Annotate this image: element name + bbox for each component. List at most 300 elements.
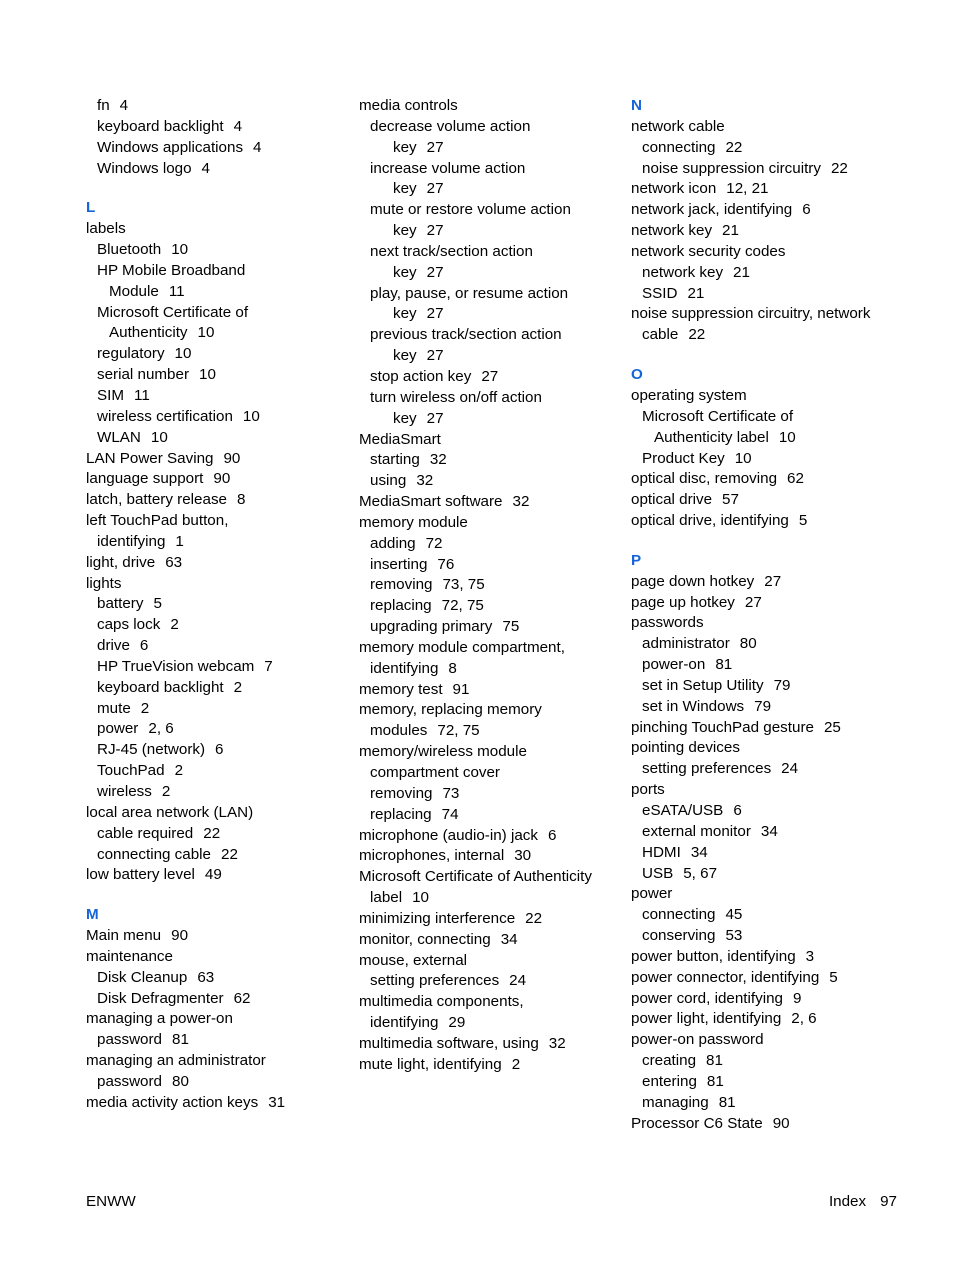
entry-term: power-on (642, 656, 706, 674)
entry-page-ref: 90 (213, 470, 231, 488)
index-entry (631, 989, 921, 1010)
entry-term: power button, identifying (631, 947, 796, 965)
index-entry (631, 179, 921, 200)
entry-page-ref: 90 (223, 449, 241, 467)
index-subentry (359, 784, 619, 805)
entry-term: noise suppression circuitry (642, 159, 821, 177)
index-subentry (631, 634, 921, 655)
entry-page-ref: 63 (165, 553, 183, 571)
entry-page-ref: 81 (172, 1031, 189, 1049)
entry-page-ref: 11 (168, 282, 185, 300)
index-subentry (359, 159, 619, 180)
index-entry (86, 219, 336, 240)
entry-term: play, pause, or resume action (370, 284, 569, 302)
entry-page-ref: 2 (161, 783, 171, 800)
index-subentry (86, 636, 336, 657)
letter-heading: O (631, 366, 643, 384)
entry-term: optical drive (631, 491, 713, 509)
entry-page-ref: 91 (452, 680, 470, 698)
index-subentry (631, 428, 921, 449)
entry-term: Disk Defragmenter (97, 989, 224, 1007)
entry-page-ref: 53 (725, 927, 743, 945)
index-subentry (86, 719, 336, 740)
index-subentry (359, 409, 619, 430)
entry-term: setting preferences (370, 972, 500, 990)
index-subentry (631, 697, 921, 718)
entry-page-ref: 27 (426, 222, 444, 240)
entry-term: memory, replacing memory (359, 701, 542, 719)
entry-term: identifying (370, 1014, 439, 1032)
entry-term: noise suppression circuitry, network (631, 305, 871, 323)
entry-page-ref: 10 (174, 345, 192, 363)
index-entry (359, 638, 619, 659)
entry-term: password (97, 1031, 162, 1049)
index-subentry (631, 159, 921, 180)
index-subentry (359, 575, 619, 596)
index-entry (359, 430, 619, 451)
index-subentry (359, 367, 619, 388)
entry-page-ref: 72 (425, 534, 443, 552)
entry-page-ref: 22 (525, 909, 543, 927)
index-subentry (631, 822, 921, 843)
index-entry (631, 200, 921, 221)
index-subentry (86, 240, 336, 261)
entry-page-ref: 73 (442, 784, 460, 802)
index-entry (631, 511, 921, 532)
entry-term: Product Key (642, 449, 725, 467)
entry-page-ref: 9 (792, 989, 802, 1007)
index-subentry (631, 1072, 921, 1093)
entry-term: pointing devices (631, 739, 740, 757)
index-entry (631, 469, 921, 490)
index-subentry (359, 888, 619, 909)
entry-page-ref: 10 (197, 324, 215, 342)
entry-term: memory module compartment, (359, 638, 565, 656)
index-entry (359, 1055, 619, 1076)
entry-term: managing a power-on (86, 1010, 233, 1028)
entry-page-ref: 32 (429, 451, 447, 469)
index-entry (86, 553, 336, 574)
index-subentry (86, 532, 336, 553)
entry-term: password (97, 1072, 162, 1090)
entry-page-ref: 6 (802, 201, 811, 219)
entry-term: set in Setup Utility (642, 676, 764, 694)
entry-page-ref: 10 (150, 428, 168, 446)
index-entry (86, 449, 336, 470)
index-entry (86, 803, 336, 824)
index-entry (631, 1030, 921, 1051)
index-subentry (359, 325, 619, 346)
entry-term: HP Mobile Broadband (97, 261, 246, 279)
entry-term: mute light, identifying (359, 1055, 502, 1073)
index-subentry (86, 782, 336, 803)
entry-page-ref: 57 (722, 491, 739, 509)
entry-term: multimedia software, using (359, 1034, 539, 1052)
index-entry (86, 1009, 336, 1030)
index-subentry (631, 1051, 921, 1072)
entry-page-ref: 27 (426, 263, 444, 281)
entry-term: external monitor (642, 822, 751, 840)
entry-term: microphone (audio-in) jack (359, 826, 538, 844)
entry-page-ref: 81 (718, 1093, 736, 1111)
index-subentry (631, 449, 921, 470)
index-entry (631, 221, 921, 242)
entry-page-ref: 74 (441, 805, 459, 823)
entry-term: cable required (97, 824, 194, 842)
entry-term: page up hotkey (631, 593, 735, 611)
entry-page-ref: 90 (171, 927, 189, 945)
index-entry (631, 490, 921, 511)
entry-term: Microsoft Certificate of (642, 407, 794, 425)
index-entry (86, 490, 336, 511)
index-entry (359, 680, 619, 701)
entry-term: optical disc, removing (631, 470, 778, 488)
entry-page-ref: 10 (778, 428, 796, 446)
index-entry (631, 884, 921, 905)
index-entry (631, 593, 921, 614)
index-subentry (359, 221, 619, 242)
index-column-1 (86, 96, 336, 1114)
index-entry (631, 242, 921, 263)
entry-term: administrator (642, 635, 730, 653)
index-entry (359, 1034, 619, 1055)
entry-term: media controls (359, 97, 458, 114)
entry-term: Disk Cleanup (97, 968, 188, 986)
index-entry (359, 909, 619, 930)
index-subentry (631, 138, 921, 159)
entry-page-ref: 5 (798, 512, 808, 530)
entry-term: wireless (97, 783, 152, 800)
entry-term: low battery level (86, 866, 195, 884)
entry-term: inserting (370, 555, 428, 573)
index-subentry (86, 989, 336, 1010)
entry-term: battery (97, 595, 144, 613)
index-entry (86, 947, 336, 968)
entry-term: mute or restore volume action (370, 201, 571, 219)
index-entry (631, 780, 921, 801)
index-subentry (86, 323, 336, 344)
index-entry (359, 867, 619, 888)
index-subentry (86, 365, 336, 386)
index-subentry (86, 428, 336, 449)
entry-term: replacing (370, 805, 432, 823)
entry-term: operating system (631, 386, 747, 404)
index-entry (86, 926, 336, 947)
entry-term: left TouchPad button, (86, 512, 229, 530)
index-subentry (86, 117, 336, 138)
entry-term: power light, identifying (631, 1010, 782, 1028)
letter-heading: M (86, 906, 99, 924)
index-subentry (86, 344, 336, 365)
entry-term: turn wireless on/off action (370, 388, 542, 406)
index-subentry (86, 1030, 336, 1051)
index-subentry (631, 284, 921, 305)
footer-page-number: 97 (880, 1193, 897, 1210)
index-entry (86, 511, 336, 532)
entry-page-ref: 22 (221, 845, 238, 863)
entry-page-ref: 31 (268, 1093, 286, 1111)
index-column-3 (631, 96, 921, 1135)
entry-term: eSATA/USB (642, 802, 724, 819)
entry-term: connecting (642, 906, 716, 924)
entry-term: optical drive, identifying (631, 512, 789, 530)
entry-term: passwords (631, 614, 704, 632)
entry-page-ref: 21 (687, 284, 705, 302)
entry-term: wireless certification (97, 407, 233, 425)
index-subentry (86, 1072, 336, 1093)
entry-term: managing (642, 1093, 709, 1111)
entry-page-ref: 79 (754, 697, 772, 715)
entry-page-ref: 79 (773, 676, 791, 694)
entry-page-ref: 11 (134, 386, 150, 404)
entry-term: RJ-45 (network) (97, 741, 206, 759)
entry-page-ref: 21 (722, 222, 739, 240)
entry-page-ref: 22 (688, 326, 706, 344)
index-entry (359, 992, 619, 1013)
letter-heading: L (86, 199, 96, 217)
index-subentry (631, 801, 921, 822)
entry-page-ref: 12, 21 (726, 180, 769, 198)
entry-term: ports (631, 781, 665, 799)
index-entry (359, 513, 619, 534)
index-subentry (359, 388, 619, 409)
entry-page-ref: 10 (734, 449, 752, 467)
entry-term: Microsoft Certificate of (97, 303, 249, 321)
entry-term: stop action key (370, 367, 472, 385)
entry-term: Microsoft Certificate of Authenticity (359, 868, 592, 886)
entry-term: local area network (LAN) (86, 803, 254, 821)
entry-term: SSID (642, 284, 678, 302)
entry-term: labels (86, 220, 126, 238)
entry-page-ref: 22 (725, 138, 743, 156)
index-subentry (359, 659, 619, 680)
index-entry (359, 951, 619, 972)
entry-page-ref: 27 (744, 593, 762, 611)
entry-page-ref: 10 (199, 366, 216, 384)
index-subentry (359, 555, 619, 576)
entry-term: page down hotkey (631, 572, 755, 590)
entry-page-ref: 2 (140, 699, 150, 717)
entry-page-ref: 27 (426, 347, 444, 365)
entry-term: multimedia components, (359, 993, 524, 1011)
index-subentry (86, 657, 336, 678)
entry-term: microphones, internal (359, 847, 505, 865)
entry-term: drive (97, 637, 130, 655)
index-subentry (359, 138, 619, 159)
entry-page-ref: 32 (416, 472, 434, 490)
index-entry (631, 613, 921, 634)
index-subentry (86, 159, 336, 180)
entry-term: power cord, identifying (631, 989, 783, 1007)
footer-right (829, 1192, 897, 1212)
entry-term: network jack, identifying (631, 201, 793, 219)
entry-term: Windows logo (97, 159, 192, 177)
entry-page-ref: 27 (426, 138, 444, 156)
entry-term: serial number (97, 366, 190, 384)
index-entry (631, 386, 921, 407)
entry-page-ref: 30 (514, 847, 532, 865)
entry-term: identifying (370, 659, 439, 677)
index-subentry (86, 303, 336, 324)
index-entry (86, 1051, 336, 1072)
index-subentry (359, 596, 619, 617)
entry-page-ref: 10 (412, 889, 429, 907)
entry-term: media activity action keys (86, 1093, 259, 1111)
index-subentry (359, 763, 619, 784)
entry-page-ref: 4 (233, 117, 243, 135)
letter-heading: N (631, 97, 642, 114)
entry-term: USB (642, 864, 674, 882)
entry-term: mute (97, 699, 131, 717)
entry-term: power connector, identifying (631, 968, 820, 986)
entry-term: TouchPad (97, 762, 165, 780)
index-entry (631, 738, 921, 759)
entry-term: HDMI (642, 843, 681, 861)
entry-term: regulatory (97, 345, 165, 363)
entry-page-ref: 81 (706, 1072, 724, 1090)
index-subentry (359, 200, 619, 221)
entry-page-ref: 2 (174, 762, 184, 780)
index-entry (631, 117, 921, 138)
entry-term: maintenance (86, 947, 173, 965)
entry-term: Main menu (86, 927, 162, 945)
entry-term: decrease volume action (370, 117, 531, 135)
entry-term: setting preferences (642, 760, 772, 778)
entry-page-ref: 29 (448, 1014, 466, 1032)
entry-page-ref: 49 (204, 866, 222, 884)
entry-page-ref: 45 (725, 906, 743, 924)
letter-heading: P (631, 551, 642, 569)
entry-term: network icon (631, 180, 717, 198)
index-subentry (631, 759, 921, 780)
entry-term: connecting (642, 138, 716, 156)
entry-term: minimizing interference (359, 909, 516, 927)
entry-term: next track/section action (370, 242, 533, 260)
entry-page-ref: 81 (715, 656, 733, 674)
entry-page-ref: 27 (426, 409, 444, 427)
entry-term: memory module (359, 513, 468, 531)
entry-page-ref: 6 (733, 802, 742, 819)
entry-page-ref: 62 (233, 989, 251, 1007)
entry-term: network key (642, 263, 724, 281)
index-entry (631, 572, 921, 593)
index-entry (359, 492, 619, 513)
entry-term: language support (86, 470, 204, 488)
entry-term: connecting cable (97, 845, 211, 863)
index-subentry (359, 617, 619, 638)
entry-term: modules (370, 722, 428, 740)
entry-term: Authenticity (109, 324, 188, 342)
index-subentry (359, 304, 619, 325)
entry-page-ref: 4 (201, 159, 210, 177)
entry-page-ref: 80 (172, 1072, 189, 1090)
entry-page-ref: 63 (197, 968, 215, 986)
entry-page-ref: 62 (787, 470, 804, 488)
entry-page-ref: 2, 6 (148, 720, 174, 738)
index-subentry (359, 450, 619, 471)
entry-page-ref: 10 (171, 241, 189, 259)
entry-term: mouse, external (359, 951, 468, 969)
entry-term: network cable (631, 117, 725, 135)
index-subentry (359, 805, 619, 826)
entry-page-ref: 90 (772, 1114, 790, 1132)
entry-term: cable (642, 326, 679, 344)
entry-term: Bluetooth (97, 241, 162, 259)
entry-term: monitor, connecting (359, 930, 491, 948)
entry-term: power (631, 885, 673, 903)
index-column-2 (359, 96, 619, 1076)
entry-page-ref: 5 (829, 968, 838, 986)
index-subentry (86, 740, 336, 761)
index-subentry (359, 346, 619, 367)
entry-page-ref: 34 (760, 822, 778, 840)
entry-term: key (393, 222, 417, 240)
entry-page-ref: 10 (242, 407, 260, 425)
entry-page-ref: 27 (764, 572, 782, 590)
index-subentry (359, 1013, 619, 1034)
index-subentry (86, 824, 336, 845)
entry-term: identifying (97, 532, 166, 550)
entry-page-ref: 7 (264, 657, 273, 675)
index-entry (359, 826, 619, 847)
entry-term: replacing (370, 597, 432, 615)
index-subentry (359, 721, 619, 742)
index-subentry (86, 261, 336, 282)
entry-term: increase volume action (370, 159, 526, 177)
index-subentry (86, 845, 336, 866)
index-subentry (359, 534, 619, 555)
entry-page-ref: 81 (706, 1052, 723, 1070)
entry-page-ref: 75 (502, 618, 520, 636)
entry-page-ref: 32 (548, 1034, 566, 1052)
entry-page-ref: 22 (203, 824, 221, 842)
index-entry (631, 718, 921, 739)
entry-term: Windows applications (97, 138, 244, 156)
entry-term: caps lock (97, 616, 161, 634)
index-subentry (86, 968, 336, 989)
index-subentry (86, 615, 336, 636)
entry-term: memory test (359, 680, 443, 698)
index-subentry (631, 864, 921, 885)
entry-page-ref: 25 (823, 718, 841, 736)
index-entry (359, 930, 619, 951)
index-subentry (359, 284, 619, 305)
entry-page-ref: 27 (481, 367, 499, 385)
entry-term: network security codes (631, 242, 786, 260)
index-subentry (631, 926, 921, 947)
entry-page-ref: 76 (437, 555, 455, 573)
index-subentry (631, 655, 921, 676)
entry-term: key (393, 263, 417, 281)
entry-term: starting (370, 451, 420, 469)
entry-page-ref: 32 (512, 493, 530, 511)
index-entry (86, 1093, 336, 1114)
entry-term: key (393, 180, 417, 198)
entry-term: label (370, 889, 403, 907)
entry-page-ref: 73, 75 (442, 576, 485, 594)
entry-term: entering (642, 1072, 697, 1090)
entry-term: key (393, 305, 417, 323)
index-subentry (359, 179, 619, 200)
entry-term: HP TrueVision webcam (97, 657, 255, 675)
entry-term: key (393, 409, 417, 427)
entry-page-ref: 6 (215, 741, 224, 759)
index-entry (631, 968, 921, 989)
entry-page-ref: 8 (448, 659, 457, 677)
index-subentry (86, 678, 336, 699)
entry-page-ref: 6 (139, 637, 149, 655)
index-subentry (86, 282, 336, 303)
